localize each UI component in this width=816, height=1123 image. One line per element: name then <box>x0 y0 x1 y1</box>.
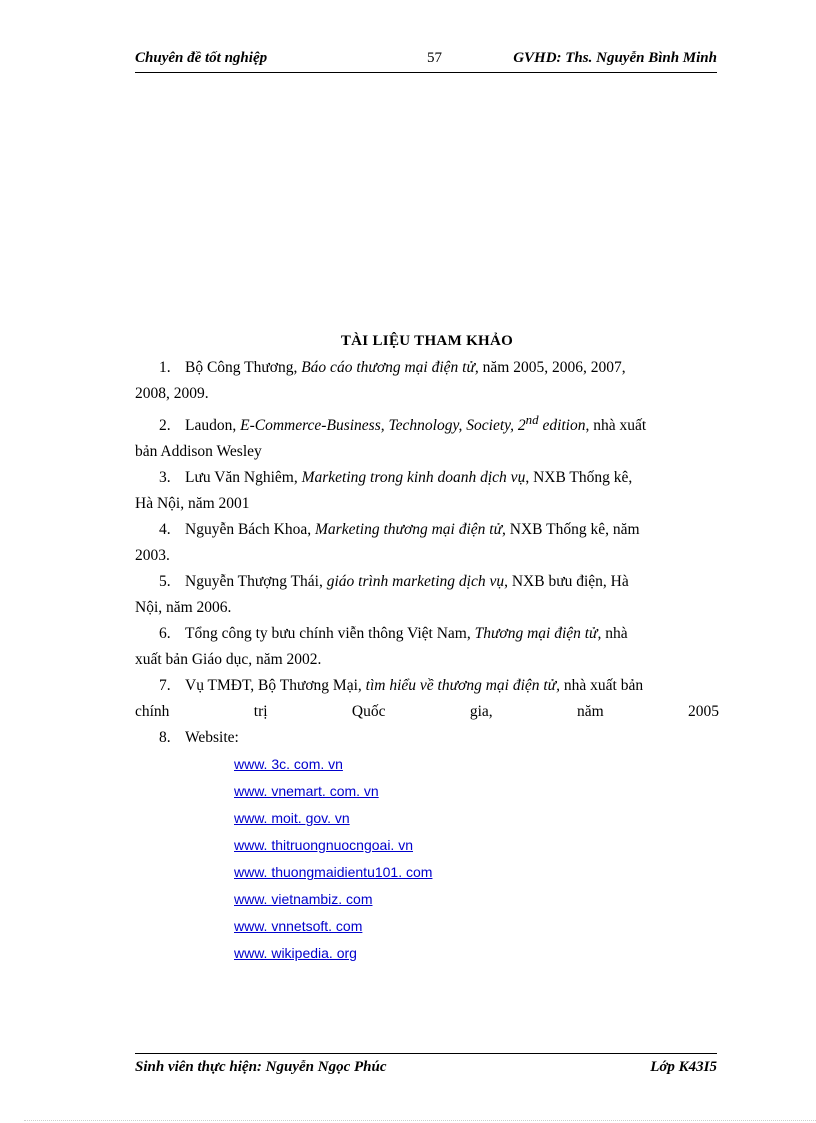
page-number: 57 <box>427 50 442 66</box>
website-link[interactable]: www. 3c. com. vn <box>234 756 343 773</box>
list-item <box>234 778 719 805</box>
website-list <box>135 751 719 967</box>
website-link[interactable]: www. wikipedia. org <box>234 945 357 962</box>
website-link[interactable]: www. vietnambiz. com <box>234 891 373 908</box>
footer-class: Lớp K43I5 <box>650 1059 717 1075</box>
reference-item: 3. Lưu Văn Nghiêm, Marketing trong kinh doanh dịch vụ, NXB Thống kê, <box>159 469 633 487</box>
reference-item: 2. Laudon, E-Commerce-Business, Technology, Society, 2nd edition, nhà xuất <box>159 412 647 435</box>
footer-student: Sinh viên thực hiện: Nguyễn Ngọc Phúc <box>135 1059 387 1075</box>
page-edge-divider <box>24 1120 816 1121</box>
website-link[interactable]: www. thuongmaidientu101. com <box>234 864 433 881</box>
reference-continuation: xuất bản Giáo dục, năm 2002. <box>135 651 322 669</box>
list-item <box>234 886 719 913</box>
list-item <box>234 805 719 832</box>
page-footer <box>135 1053 717 1082</box>
reference-continuation: 2003. <box>135 547 170 565</box>
reference-item: 4. Nguyễn Bách Khoa, Marketing thương mại điện tử, NXB Thống kê, năm <box>159 521 640 539</box>
page-header <box>135 48 717 73</box>
website-link[interactable]: www. moit. gov. vn <box>234 810 350 827</box>
reference-continuation: bản Addison Wesley <box>135 443 262 461</box>
reference-item: 8. Website: <box>159 729 239 747</box>
reference-continuation: 2008, 2009. <box>135 385 209 402</box>
section-title: TÀI LIỆU THAM KHẢO <box>340 333 514 349</box>
references-section <box>135 330 719 967</box>
list-item <box>234 913 719 940</box>
header-supervisor: GVHD: Ths. Nguyễn Bình Minh <box>513 50 717 66</box>
website-link[interactable]: www. thitruongnuocngoai. vn <box>234 837 413 854</box>
list-item <box>234 832 719 859</box>
reference-continuation: Hà Nội, năm 2001 <box>135 495 250 513</box>
website-link[interactable]: www. vnnetsoft. com <box>234 918 363 935</box>
list-item <box>234 940 719 967</box>
reference-continuation: chính trị Quốc gia, năm 2005 <box>135 703 719 721</box>
reference-continuation: Nội, năm 2006. <box>135 599 232 617</box>
reference-item: 1. Bộ Công Thương, Báo cáo thương mại điện tử, năm 2005, 2006, 2007, <box>159 359 626 376</box>
reference-item: 5. Nguyễn Thượng Thái, giáo trình marketing dịch vụ, NXB bưu điện, Hà <box>159 573 629 591</box>
reference-item: 7. Vụ TMĐT, Bộ Thương Mại, tìm hiểu về thương mại điện tử, nhà xuất bản <box>159 677 644 695</box>
header-document-type: Chuyên đề tốt nghiệp <box>135 50 268 66</box>
website-link[interactable]: www. vnemart. com. vn <box>234 783 379 800</box>
list-item <box>234 751 719 778</box>
list-item <box>234 859 719 886</box>
reference-item: 6. Tổng công ty bưu chính viễn thông Việt Nam, Thương mại điện tử, nhà <box>159 625 628 643</box>
